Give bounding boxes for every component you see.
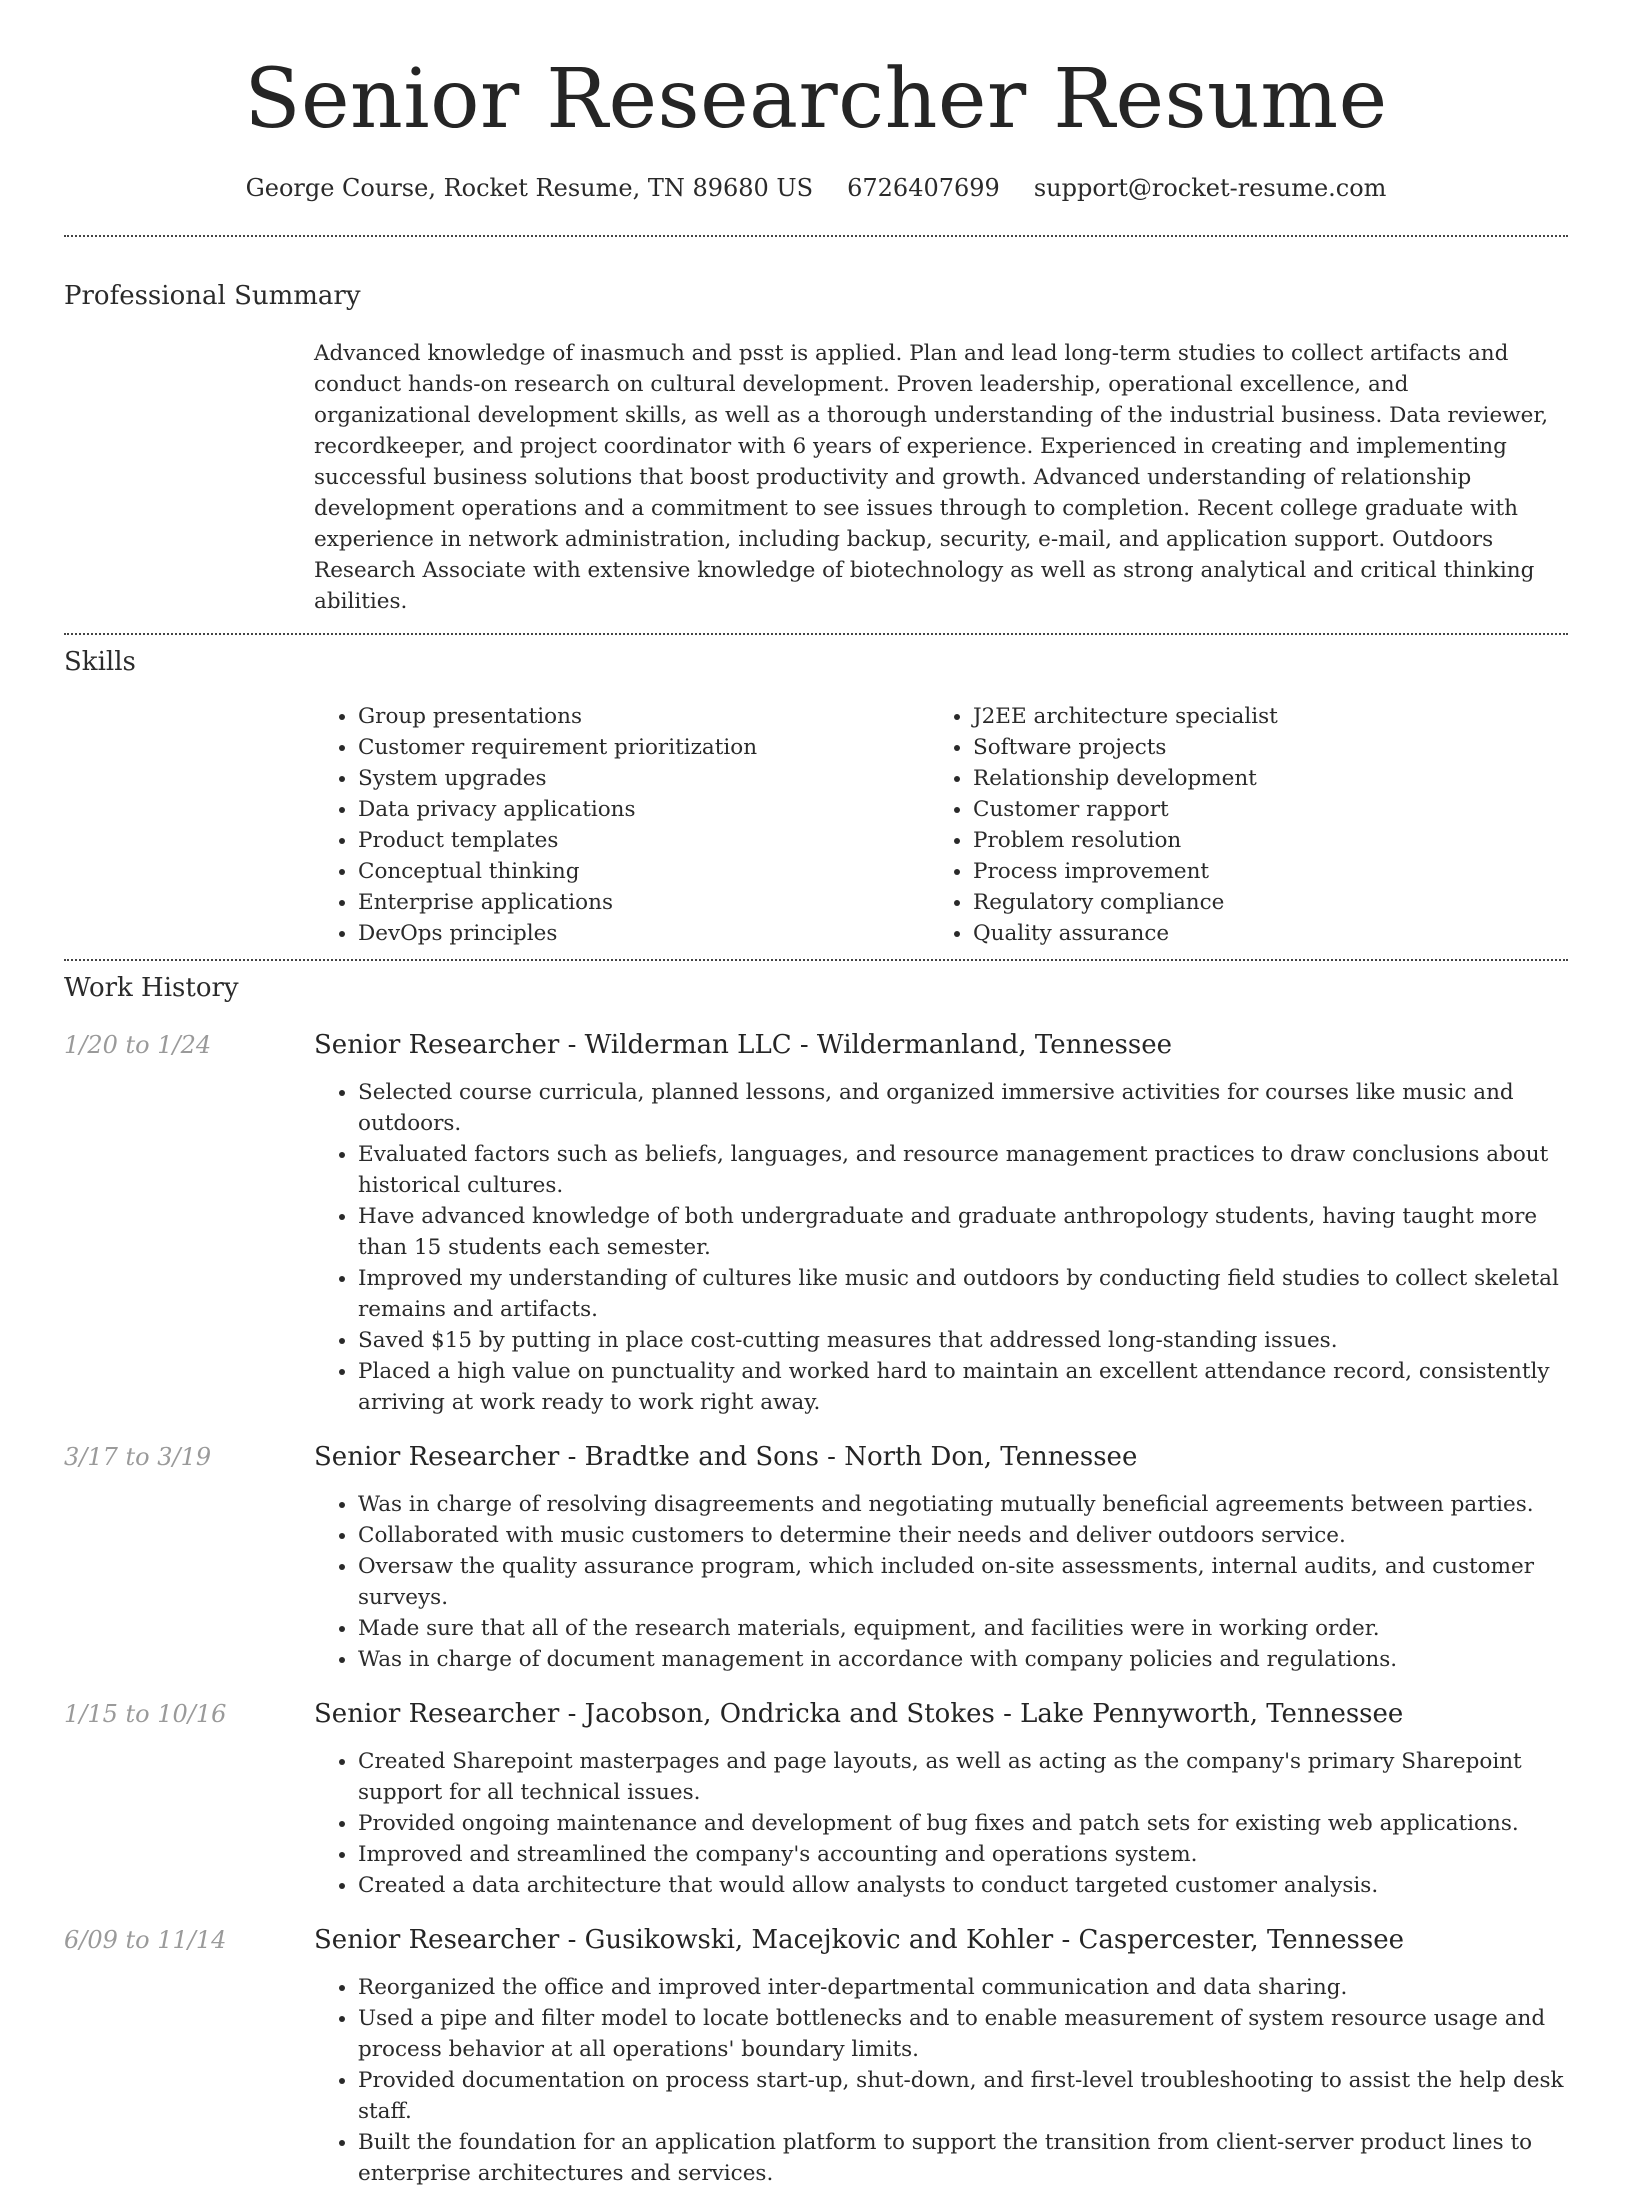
job-bullets [314, 1746, 1568, 1901]
job-bullet: • Provided ongoing maintenance and development of bug fixes and patch sets for existing web applications. [358, 1808, 1568, 1839]
skill-item: • DevOps principles [358, 918, 929, 949]
job-title: Senior Researcher - Jacobson, Ondricka and Stokes - Lake Pennyworth, Tennessee [314, 1699, 1404, 1729]
job-title: Senior Researcher - Gusikowski, Macejkovic and Kohler - Caspercester, Tennessee [314, 1925, 1405, 1955]
section-divider [64, 235, 1568, 237]
job-bullet: • Selected course curricula, planned lessons, and organized immersive activities for courses like music and outdoors. [358, 1077, 1568, 1139]
job-bullet: • Improved my understanding of cultures like music and outdoors by conducting field studies to collect skeletal remains and artifacts. [358, 1263, 1568, 1325]
job-entry [64, 1029, 1568, 1418]
job-entry [64, 1698, 1568, 1901]
job-bullet: • Was in charge of resolving disagreements and negotiating mutually beneficial agreements between parties. [358, 1489, 1568, 1520]
job-bullet: • Created a data architecture that would allow analysts to conduct targeted customer analysis. [358, 1870, 1568, 1901]
job-bullet: • Made sure that all of the research materials, equipment, and facilities were in working order. [358, 1613, 1568, 1644]
job-bullets [314, 1972, 1568, 2189]
page-title: Senior Researcher Resume [244, 52, 1388, 147]
skill-item: • J2EE architecture specialist [973, 701, 1568, 732]
job-entry [64, 1924, 1568, 2189]
job-bullet: • Reorganized the office and improved inter-departmental communication and data sharing. [358, 1972, 1568, 2003]
job-bullet: • Oversaw the quality assurance program, which included on-site assessments, internal audits, and customer surveys. [358, 1551, 1568, 1613]
job-bullet: • Have advanced knowledge of both undergraduate and graduate anthropology students, having taught more than 15 students each semester. [358, 1201, 1568, 1263]
contact-phone: 6726407699 [847, 174, 1000, 202]
job-bullet: • Was in charge of document management in accordance with company policies and regulations. [358, 1644, 1568, 1675]
job-details [314, 1029, 1568, 1418]
skill-item: • Customer rapport [973, 794, 1568, 825]
work-history-section [64, 973, 1568, 2189]
job-title: Senior Researcher - Bradtke and Sons - North Don, Tennessee [314, 1442, 1138, 1472]
skill-item: • Data privacy applications [358, 794, 929, 825]
summary-text: Advanced knowledge of inasmuch and psst is applied. Plan and lead long-term studies to collect artifacts and conduct hands-on research on cultural development. Proven leadership, operational excellence, and organizational development skills, as well as a thorough understanding of the industrial business. Data reviewer, recordkeeper, and project coordinator with 6 years of experience. Experienced in creating and implementing successful business solutions that boost productivity and growth. Advanced understanding of relationship development operations and a commitment to see issues through to completion. Recent college graduate with experience in network administration, including backup, security, e-mail, and application support. Outdoors Research Associate with extensive knowledge of biotechnology as well as strong analytical and critical thinking abilities. [314, 341, 1549, 614]
skill-item: • Customer requirement prioritization [358, 732, 929, 763]
job-bullet: • Improved and streamlined the company's accounting and operations system. [358, 1839, 1568, 1870]
job-bullet: • Created Sharepoint masterpages and page layouts, as well as acting as the company's primary Sharepoint support for all technical issues. [358, 1746, 1568, 1808]
summary-heading: Professional Summary [64, 281, 361, 311]
job-bullet: • Used a pipe and filter model to locate bottlenecks and to enable measurement of system resource usage and process behavior at all operations' boundary limits. [358, 2003, 1568, 2065]
contact-email: support@rocket-resume.com [1033, 174, 1387, 202]
skill-item: • Conceptual thinking [358, 856, 929, 887]
skill-item: • Process improvement [973, 856, 1568, 887]
skill-item: • Product templates [358, 825, 929, 856]
job-details [314, 1924, 1568, 2189]
contact-address: George Course, Rocket Resume, TN 89680 US [245, 174, 814, 202]
skill-item: • Regulatory compliance [973, 887, 1568, 918]
section-divider [64, 959, 1568, 961]
job-bullet: • Provided documentation on process start-up, shut-down, and first-level troubleshooting to assist the help desk staff. [358, 2065, 1568, 2127]
job-dates: 6/09 to 11/14 [64, 1926, 227, 1954]
summary-section [64, 281, 1568, 633]
job-bullet: • Built the foundation for an application platform to support the transition from client-server product lines to enterprise architectures and services. [358, 2127, 1568, 2189]
job-bullet: • Evaluated factors such as beliefs, languages, and resource management practices to draw conclusions about historical cultures. [358, 1139, 1568, 1201]
job-bullet: • Saved $15 by putting in place cost-cutting measures that addressed long-standing issues. [358, 1325, 1568, 1356]
job-details [314, 1441, 1568, 1675]
job-bullets [314, 1077, 1568, 1418]
skill-item: • Enterprise applications [358, 887, 929, 918]
work-history-heading: Work History [64, 973, 239, 1003]
skill-item: • Relationship development [973, 763, 1568, 794]
job-bullets [314, 1489, 1568, 1675]
skills-heading: Skills [64, 647, 136, 677]
skill-item: • Software projects [973, 732, 1568, 763]
job-bullet: • Collaborated with music customers to determine their needs and deliver outdoors service. [358, 1520, 1568, 1551]
skills-list-right [929, 701, 1568, 949]
skill-item: • System upgrades [358, 763, 929, 794]
contact-info [64, 174, 1568, 202]
skill-item: • Quality assurance [973, 918, 1568, 949]
job-dates: 1/15 to 10/16 [64, 1700, 227, 1728]
job-dates: 3/17 to 3/19 [64, 1443, 212, 1471]
job-details [314, 1698, 1568, 1901]
job-bullet: • Placed a high value on punctuality and worked hard to maintain an excellent attendance record, consistently arriving at work ready to work right away. [358, 1356, 1568, 1418]
job-entry [64, 1441, 1568, 1675]
job-title: Senior Researcher - Wilderman LLC - Wildermanland, Tennessee [314, 1030, 1172, 1060]
job-dates: 1/20 to 1/24 [64, 1031, 212, 1059]
skill-item: • Problem resolution [973, 825, 1568, 856]
skills-grid [314, 701, 1568, 959]
skills-section [64, 647, 1568, 959]
skill-item: • Group presentations [358, 701, 929, 732]
skills-list-left [314, 701, 929, 949]
section-divider [64, 633, 1568, 635]
